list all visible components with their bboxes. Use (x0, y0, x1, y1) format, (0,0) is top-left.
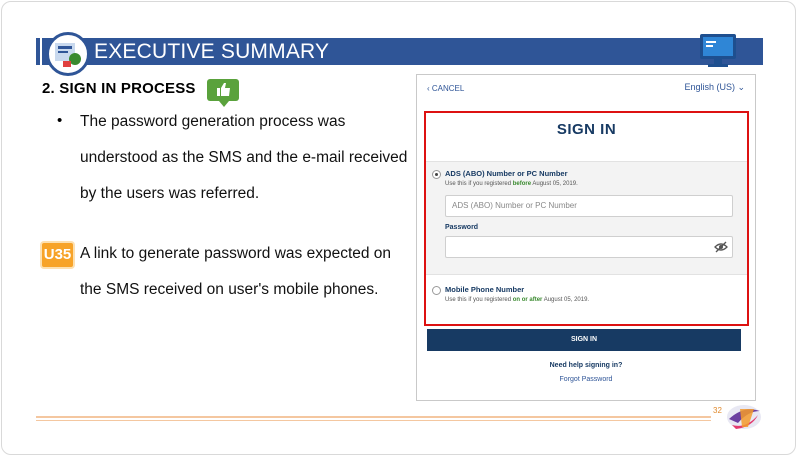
mobile-radio[interactable] (432, 286, 441, 295)
signin-title: SIGN IN (556, 121, 617, 138)
mobile-option-hint (445, 297, 589, 303)
option-ads-panel (426, 161, 747, 275)
ads-option-label: ADS (ABO) Number or PC Number (445, 169, 568, 178)
ads-number-input[interactable] (445, 195, 733, 217)
help-link[interactable]: Need help signing in? (549, 362, 623, 369)
finding-paragraph-1: The password generation process was understood as the SMS and the e-mail received by the users was referred. (80, 113, 408, 202)
ads-radio[interactable] (432, 170, 441, 179)
password-input[interactable] (445, 236, 733, 258)
mobile-hint-date: August 05, 2019. (542, 297, 590, 303)
mobile-hint-prefix: Use this if you registered (445, 297, 513, 303)
footer-line (36, 416, 711, 418)
finding-paragraph-2: A link to generate password was expected on the SMS received on user's mobile phones. (80, 245, 392, 298)
sign-in-button[interactable]: SIGN IN (427, 329, 741, 351)
thumbs-up-icon (207, 79, 239, 101)
eye-slash-icon[interactable] (714, 240, 728, 252)
language-select[interactable]: English (US) ⌄ (684, 82, 745, 92)
bullet-marker: • (57, 112, 63, 129)
signin-screenshot (416, 74, 756, 401)
ads-hint-prefix: Use this if you registered (445, 181, 513, 187)
forgot-password-link[interactable]: Forgot Password (559, 376, 613, 383)
page-number: 32 (713, 406, 722, 415)
finding-badge: U35 (42, 243, 73, 267)
ads-hint-date: August 05, 2019. (531, 181, 578, 187)
slide (1, 1, 796, 455)
footer-line-thin (36, 420, 711, 421)
section-heading: 2. SIGN IN PROCESS (42, 80, 196, 97)
mobile-option-label: Mobile Phone Number (445, 285, 525, 294)
ads-option-hint (445, 181, 578, 187)
ads-hint-emphasis: before (512, 181, 532, 187)
header-logo-icon (46, 32, 90, 76)
password-label: Password (445, 224, 479, 231)
monitor-icon (698, 33, 738, 69)
cancel-link[interactable]: ‹ CANCEL (427, 84, 465, 93)
ads-number-placeholder: ADS (ABO) Number or PC Number (452, 201, 577, 210)
highlight-box (424, 111, 749, 326)
header-band-edge (36, 38, 40, 65)
footer-logo-icon (724, 401, 764, 433)
mobile-hint-emphasis: on or after (512, 297, 543, 303)
page-title: EXECUTIVE SUMMARY (94, 40, 330, 63)
